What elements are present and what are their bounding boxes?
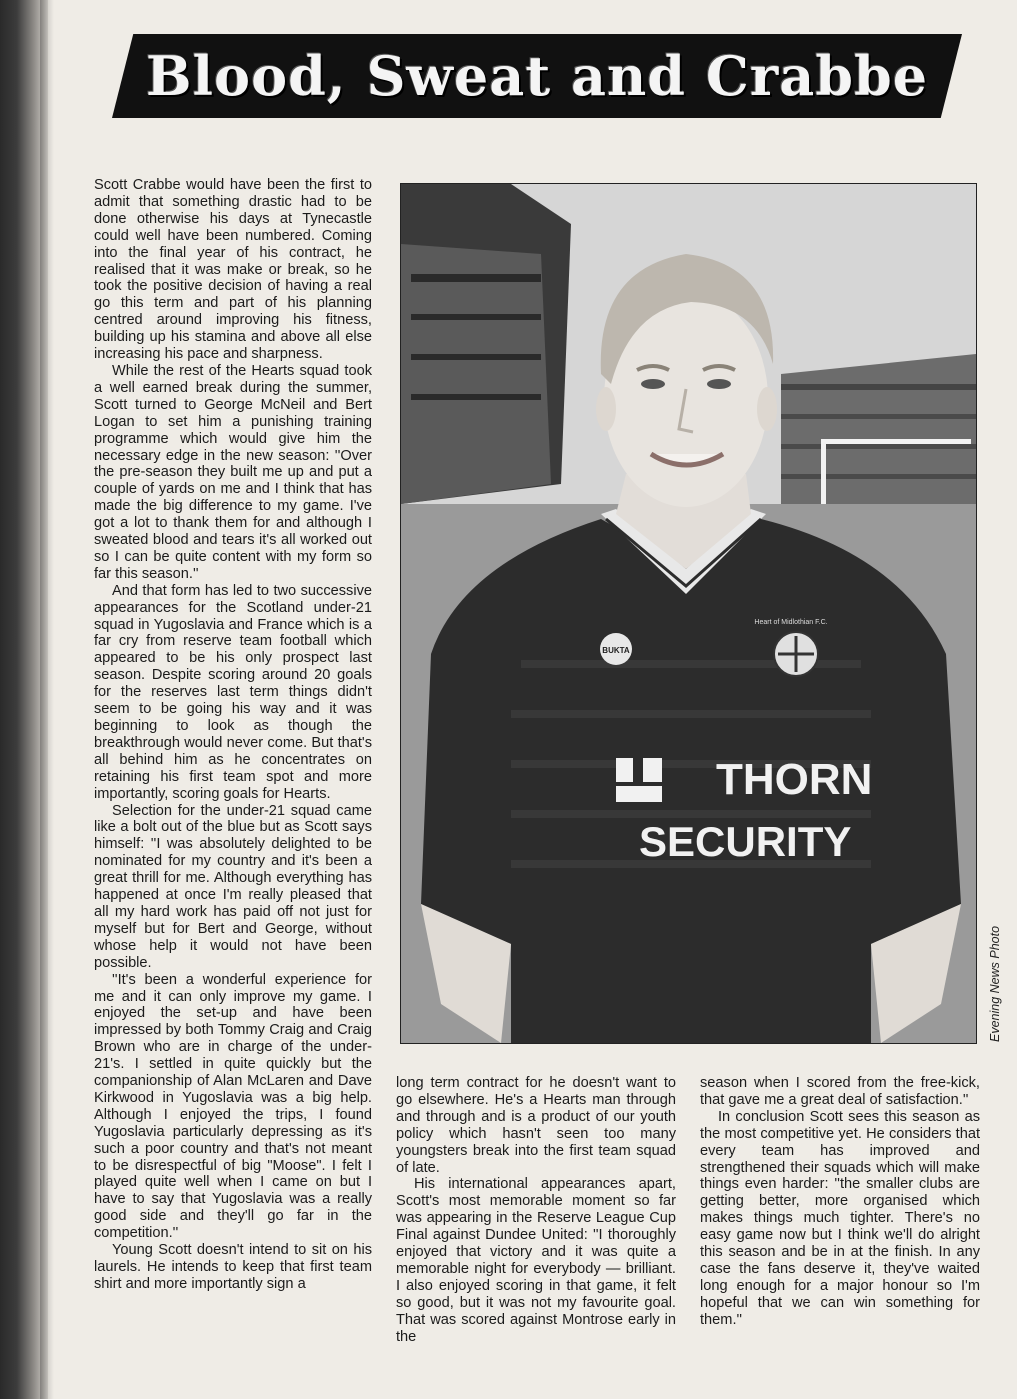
paragraph: ''It's been a wonderful experience for me and it can only improve my game. I enjoyed the set-up and have been impressed by both Tommy Craig and Craig Brown who are in charge of the under-21's. I settled in quite quickly but the companionship of Alan McLaren and Dave Kirkwood in Yugoslavia was a big help. Although I enjoyed the trips, I found Yugoslavia particularly depressing as it's such a poor country and that's not meant to be disrespectful of big "Moose". I felt I played quite well when I came on but I have to say that Yugoslavia was a really good side and they'll go far in the competition.'' [94,971,372,1242]
paragraph: Scott Crabbe would have been the first to admit that something drastic had to be done otherwise his days at Tynecastle could well have been numbered. Coming into the final year of his contract, he realised that it was make or break, so he took the positive decision of having a real go this term and part of his planning centred around improving his fitness, building up his stamina and above all else increasing his pace and sharpness. [94,177,372,363]
paragraph: Young Scott doesn't intend to sit on his laurels. He intends to keep that first team shirt and more importantly sign a [94,1242,372,1292]
page-gutter [40,0,54,1399]
player-photo [400,183,977,1044]
paragraph: Selection for the under-21 squad came like a bolt out of the blue but as Scott says himself: ''I was absolutely delighted to be nominated for my country and it's been a great thrill for me. Although everything has happened at once I'm really pleased that all my hard work has paid off not just for myself but for Bert and George, without whose help it would not have been possible. [94,802,372,971]
paragraph: long term contract for he doesn't want to go elsewhere. He's a Hearts man through and through and is a product of our youth policy which hasn't seen too many youngsters break into the first team squad of late. [396,1075,676,1176]
paragraph: In conclusion Scott sees this season as the most competitive yet. He considers that every team has improved and strengthened their squads which will make things even harder: ''the smaller clubs are getting better, more organised which makes things much tighter. There's no easy game now but I think we'll do alright this season and be in at the finish. In any case the fans deserve it, they've waited long enough for a major honour so I'm hopeful that we can win something for them.'' [700,1108,980,1328]
kit-maker-logo [600,633,632,665]
article-column-1 [94,177,372,1293]
paragraph: And that form has led to two successive appearances for the Scotland under-21 squad in Yugoslavia and France which is a far cry from reserve team football which appeared to be his only prospect last season. Despite scoring around 20 goals for the reserves last term things didn't seem to be going his way and it was beginning to look as though the breakthrough would never come. But that's all behind him as he concentrates on retaining his first team spot and more importantly, scoring goals for Hearts. [94,582,372,802]
paragraph: While the rest of the Hearts squad took a well earned break during the summer, Scott turned to George McNeil and Bert Logan to set him a punishing training programme which would give him the necessary edge in the new season: ''Over the pre-season they built me up and put a couple of yards on me and I think that has made the big difference to my game. I've got a lot to thank them for and although I sweated blood and tears it's all worked out so I can be quite content with my form so far this season.'' [94,362,372,582]
paragraph: season when I scored from the free-kick, that gave me a great deal of satisfaction.'' [700,1075,980,1108]
svg-text:Heart of Midlothian F.C.: Heart of Midlothian F.C. [754,619,828,626]
shirt-sponsor-line1: THORN [716,755,873,804]
article-column-3 [700,1075,980,1329]
photo-credit-text: Evening News Photo [988,925,1002,1042]
article-title: Blood, Sweat and Crabbe [145,44,929,108]
article-column-2 [396,1075,676,1346]
sponsor-logo-icon [616,758,662,802]
shirt-sponsor-line2: SECURITY [639,818,852,865]
svg-text:BUKTA: BUKTA [602,646,630,655]
paragraph: His international appearances apart, Scott's most memorable moment so far was appearing in the Reserve League Cup Final against Dundee United: ''I thoroughly enjoyed that victory and it was quite a memorable night for everybody — brilliant. I also enjoyed scoring in that game, it felt so good, but it was not my favourite goal. That was scored against Montrose early in the [396,1176,676,1345]
